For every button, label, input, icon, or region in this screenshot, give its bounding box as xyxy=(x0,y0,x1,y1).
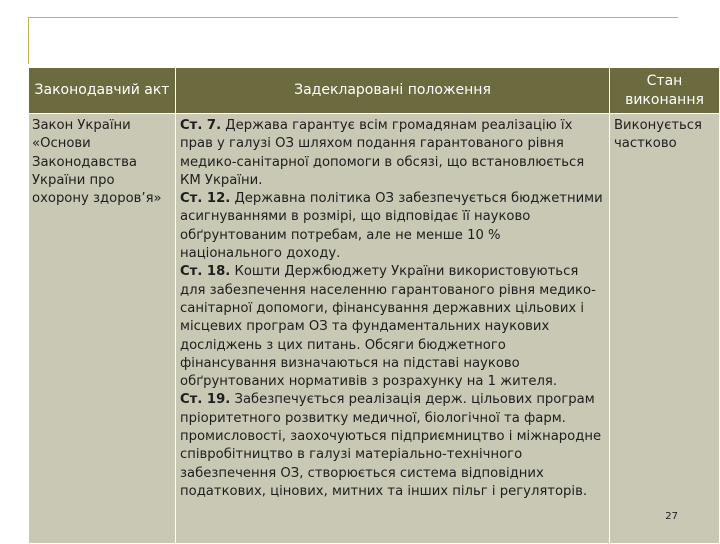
status-text: Виконується частково xyxy=(614,118,702,152)
header-implementation-status: Стан виконання xyxy=(610,68,720,114)
article-text: Державна політика ОЗ забезпечується бюджетними асигнуваннями в розмірі, що відповідає її науково обґрунтованим потребам, але не менше 10 % національного доходу. xyxy=(180,191,603,262)
article-label: Ст. 18. xyxy=(180,264,231,280)
header-legislative-act: Законодавчий акт xyxy=(29,68,176,114)
article-label: Ст. 7. xyxy=(180,118,222,133)
article-12 xyxy=(180,190,605,263)
article-label: Ст. 19. xyxy=(180,392,231,408)
status-cell xyxy=(610,114,720,544)
article-7 xyxy=(180,117,605,190)
table-header-row xyxy=(29,68,720,114)
article-text: Кошти Держбюджету України використовуються для забезпечення населенню гарантованого рівня медико-санітарної допомоги, фінансування державних цільових і місцевих програм ОЗ та фундаментальних наукових досліджень з цих питань. Обсяги бюджетного фінансування визначаються на підставі науково обґрунтованих нормативів з розрахунку на 1 жителя. xyxy=(180,264,596,390)
page-number: 27 xyxy=(665,511,678,522)
provisions-cell xyxy=(176,114,610,544)
table-row xyxy=(29,114,720,544)
article-label: Ст. 12. xyxy=(180,191,231,207)
law-name-cell: Закон України «Основи Законодавства України про охорону здоров’я» xyxy=(29,114,176,544)
decorative-top-line xyxy=(28,17,678,18)
header-declared-provisions: Задекларовані положення xyxy=(176,68,610,114)
decorative-left-line xyxy=(28,17,29,64)
article-text: Держава гарантує всім громадянам реалізацію їх прав у галузі ОЗ шляхом подання гарантованого рівня медико-санітарної допомоги в обсязі, що встановлюється КМ України. xyxy=(180,118,585,188)
article-18 xyxy=(180,263,605,391)
article-19 xyxy=(180,391,605,501)
article-text: Забезпечується реалізація держ. цільових програм пріоритетного розвитку медичної, біологічної та фарм. промисловості, заохочуються підприємництво і міжнародне співробітництво в галузі матеріально-технічного забезпечення ОЗ, створюється система відповідних податкових, цінових, митних та інших пільг і регуляторів. xyxy=(180,392,602,499)
legislation-table xyxy=(28,67,720,544)
